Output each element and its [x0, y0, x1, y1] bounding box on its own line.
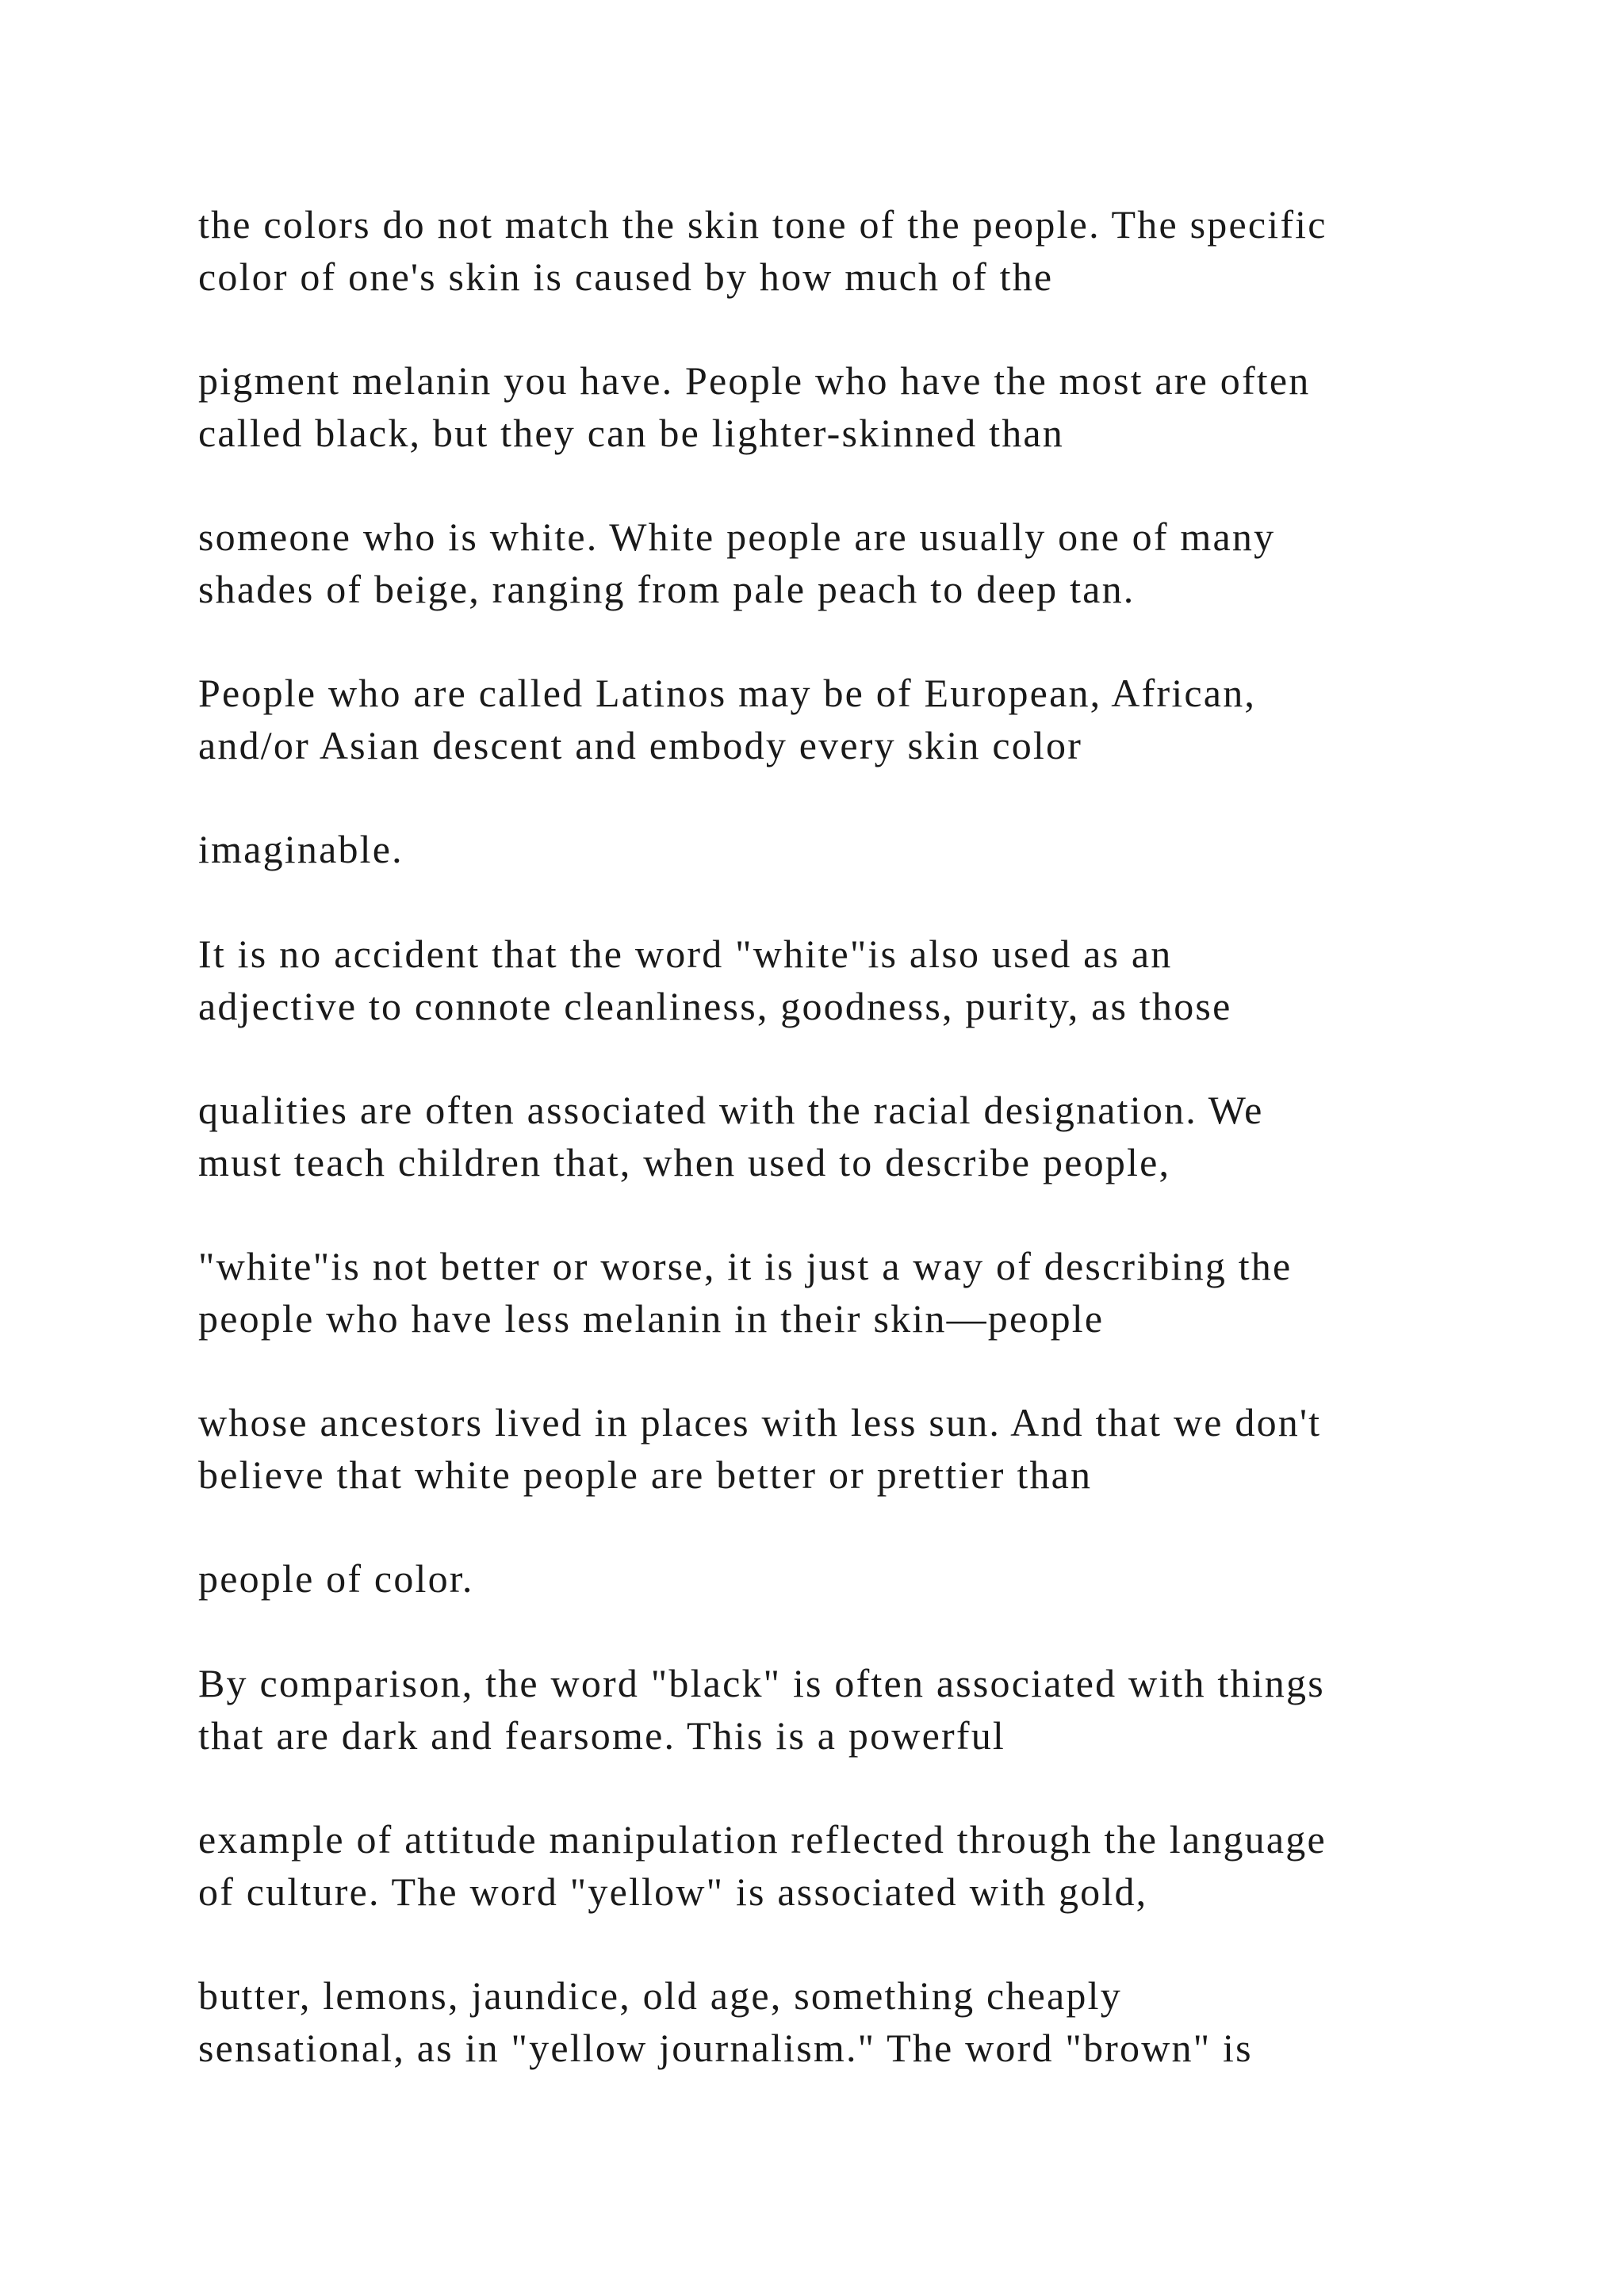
paragraph: [198, 1084, 1499, 1188]
paragraph: [198, 1969, 1499, 2074]
text-line: "white"is not better or worse, it is just a way of describing the: [198, 1244, 1293, 1288]
text-line: people who have less melanin in their skin—people: [198, 1296, 1105, 1341]
text-line: called black, but they can be lighter-skinned than: [198, 411, 1064, 455]
text-line: It is no accident that the word "white"is also used as an: [198, 932, 1173, 976]
text-line: People who are called Latinos may be of European, African,: [198, 671, 1257, 715]
text-line: must teach children that, when used to describe people,: [198, 1140, 1171, 1184]
text-line: the colors do not match the skin tone of the people. The specific: [198, 202, 1327, 247]
text-line: whose ancestors lived in places with less sun. And that we don't: [198, 1400, 1322, 1445]
text-line: shades of beige, ranging from pale peach to deep tan.: [198, 567, 1136, 611]
text-line: someone who is white. White people are usually one of many: [198, 515, 1276, 559]
text-line: believe that white people are better or prettier than: [198, 1452, 1093, 1497]
text-line: pigment melanin you have. People who have the most are often: [198, 358, 1311, 403]
paragraph: [198, 1657, 1499, 1762]
paragraph: [198, 511, 1499, 615]
paragraph: [198, 1813, 1499, 1918]
text-line: By comparison, the word "black" is often associated with things: [198, 1661, 1325, 1705]
text-line: color of one's skin is caused by how much of the: [198, 254, 1054, 299]
paragraph: [198, 1396, 1499, 1501]
text-line: people of color.: [198, 1556, 474, 1601]
paragraph: [198, 823, 1499, 875]
text-line: that are dark and fearsome. This is a powerful: [198, 1713, 1005, 1758]
text-line: qualities are often associated with the racial designation. We: [198, 1088, 1264, 1132]
text-line: adjective to connote cleanliness, goodness, purity, as those: [198, 984, 1232, 1028]
paragraph: [198, 928, 1499, 1032]
paragraph: [198, 1240, 1499, 1345]
text-line: sensational, as in "yellow journalism." The word "brown" is: [198, 2026, 1253, 2070]
text-line: of culture. The word "yellow" is associated with gold,: [198, 1869, 1148, 1914]
text-line: example of attitude manipulation reflected through the language: [198, 1817, 1327, 1862]
paragraph: [198, 667, 1499, 771]
paragraph: [198, 1552, 1499, 1605]
paragraph: [198, 198, 1499, 303]
text-line: and/or Asian descent and embody every skin color: [198, 723, 1083, 767]
text-line: butter, lemons, jaundice, old age, something cheaply: [198, 1973, 1122, 2018]
text-line: imaginable.: [198, 827, 404, 871]
paragraph: [198, 354, 1499, 459]
